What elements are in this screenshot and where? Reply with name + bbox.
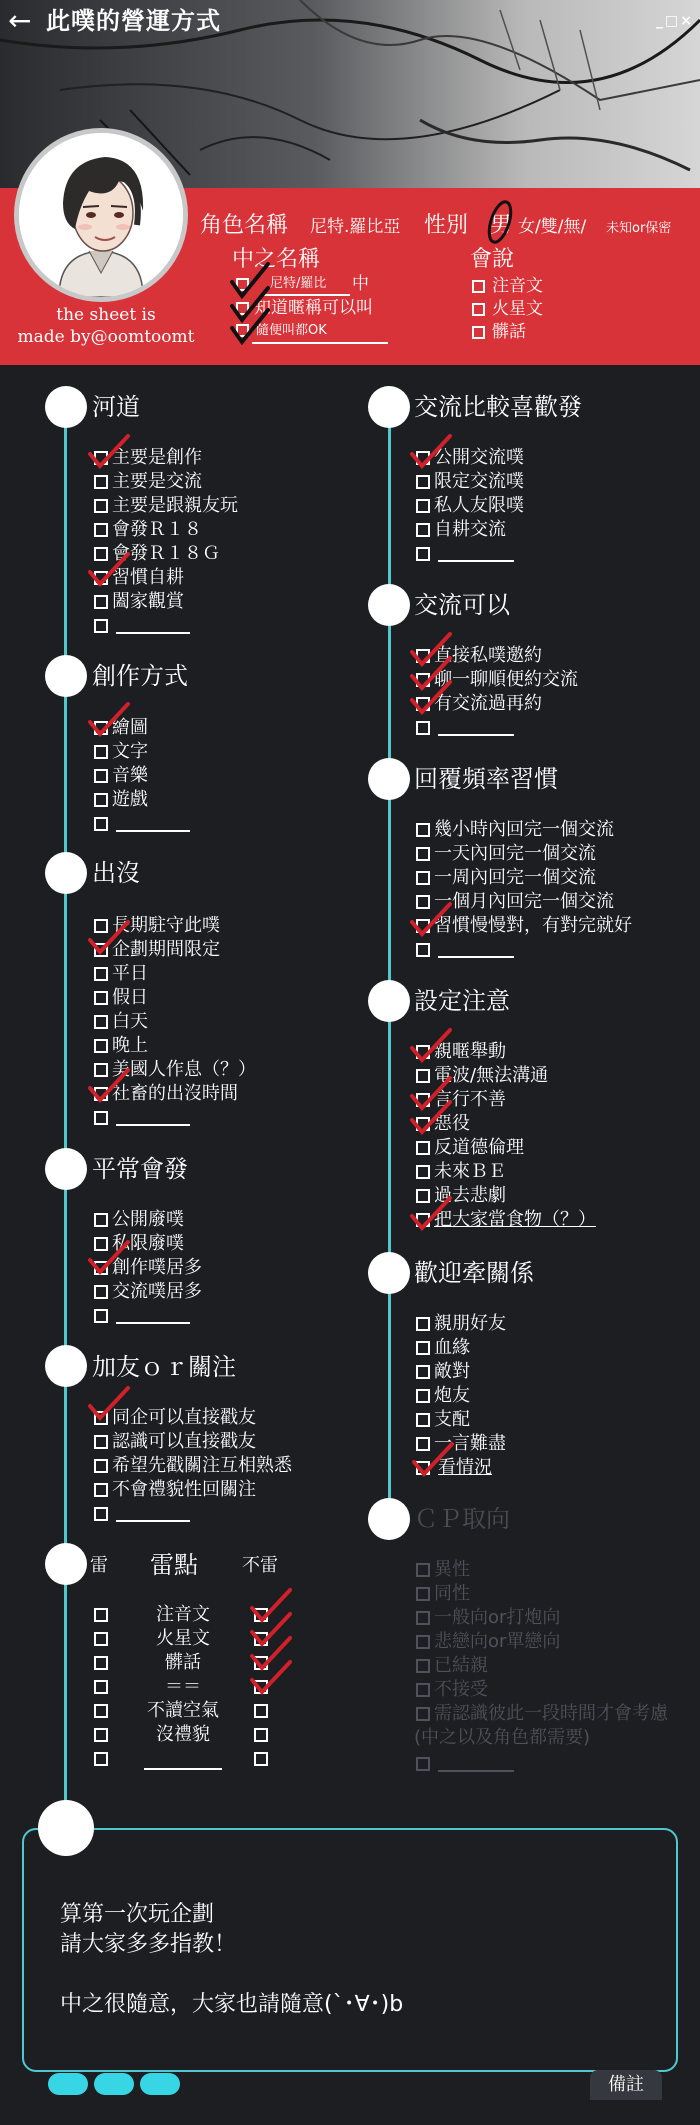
blank-line[interactable] — [116, 1322, 190, 1324]
option-label: 直接私噗邀約 — [434, 645, 542, 666]
red-check-icon — [410, 1440, 456, 1480]
red-check-icon — [408, 432, 454, 472]
option-label: 親暱舉動 — [434, 1041, 506, 1062]
option-label: 公開交流噗 — [434, 447, 524, 468]
checkbox[interactable] — [94, 499, 108, 513]
option-label: 主要是創作 — [112, 447, 202, 468]
option-label: 聊一聊順便約交流 — [434, 669, 578, 690]
gender-male[interactable]: 男 — [490, 213, 513, 238]
option-label: 認識可以直接戳友 — [112, 1431, 256, 1452]
option-label: 有交流過再約 — [434, 693, 542, 714]
checkbox[interactable] — [416, 1165, 430, 1179]
section-dot — [368, 980, 410, 1022]
checkbox[interactable] — [416, 1611, 430, 1625]
top-bar — [0, 0, 700, 44]
thunder-checkbox[interactable] — [94, 1728, 108, 1742]
thunder-checkbox[interactable] — [94, 1656, 108, 1670]
section-dot — [368, 584, 410, 626]
checkbox[interactable] — [94, 1039, 108, 1053]
memo-tab[interactable]: 備註 — [590, 2070, 662, 2100]
option-label: 闔家觀賞 — [112, 591, 184, 612]
memo-dot — [38, 1800, 94, 1856]
red-check-icon — [86, 700, 132, 740]
checkbox[interactable] — [416, 721, 430, 735]
checkbox[interactable] — [94, 523, 108, 537]
blank-line[interactable] — [144, 1768, 222, 1770]
thunder-checkbox[interactable] — [94, 1632, 108, 1646]
option-label: 炮友 — [434, 1385, 470, 1406]
checkbox[interactable] — [94, 1015, 108, 1029]
checkbox[interactable] — [94, 1507, 108, 1521]
option-label: 不會禮貌性回關注 — [112, 1479, 256, 1500]
checkbox[interactable] — [416, 1389, 430, 1403]
checkbox[interactable] — [416, 1659, 430, 1673]
checkbox[interactable] — [416, 1413, 430, 1427]
option-label: 一個月內回完一個交流 — [434, 891, 614, 912]
red-check-icon — [408, 1026, 454, 1066]
red-check-icon — [86, 1066, 132, 1106]
thunder-item: ＝＝ — [165, 1676, 201, 1697]
checkbox[interactable] — [416, 1587, 430, 1601]
tab-pill[interactable] — [140, 2073, 180, 2095]
credit-line-2: made by@oomtoomt — [17, 327, 195, 347]
speak-label: 會說 — [470, 247, 515, 272]
checkbox[interactable] — [94, 475, 108, 489]
section-title-presence: 出沒 — [92, 859, 140, 887]
section-title-exchange-pref: 交流比較喜歡發 — [414, 393, 582, 421]
section-dot — [45, 1148, 87, 1190]
speak-checkbox-2[interactable] — [472, 303, 485, 316]
red-check-icon — [248, 1658, 294, 1698]
option-label: 公開廢噗 — [112, 1209, 184, 1230]
option-label: 繪圖 — [112, 717, 148, 738]
option-label: 希望先戳關注互相熟悉 — [112, 1455, 292, 1476]
section-dot — [45, 1345, 87, 1387]
option-label: 習慣自耕 — [112, 567, 184, 588]
section-dot — [368, 386, 410, 428]
memo-line-1: 算第一次玩企劃 — [60, 1902, 215, 1927]
section-dot — [368, 758, 410, 800]
blank-line[interactable] — [438, 1770, 514, 1772]
option-label: 親朋好友 — [434, 1313, 506, 1334]
option-label: 未來ＢＥ — [434, 1161, 506, 1182]
option-label: 社畜的出沒時間 — [112, 1083, 238, 1104]
checkbox[interactable] — [94, 769, 108, 783]
role-name-label: 角色名稱 — [200, 213, 289, 238]
option-label: 白天 — [112, 1011, 148, 1032]
red-check-icon — [86, 1238, 132, 1278]
checkbox[interactable] — [416, 871, 430, 885]
option-label: 習慣慢慢對，有對完就好 — [434, 915, 632, 936]
not-thunder-checkbox[interactable] — [254, 1704, 268, 1718]
nickname-suffix: 中 — [352, 274, 369, 294]
option-label: 音樂 — [112, 765, 148, 786]
option-note: (中之以及角色都需要) — [414, 1727, 591, 1748]
option-label: 交流噗居多 — [112, 1281, 202, 1302]
left-timeline — [64, 402, 67, 1807]
option-label: 已結親 — [434, 1655, 488, 1676]
checkbox[interactable] — [94, 1459, 108, 1473]
nickname-value[interactable]: 尼特/羅比 — [270, 276, 327, 291]
option-label: 長期駐守此噗 — [112, 915, 220, 936]
option-label: 過去悲劇 — [434, 1185, 506, 1206]
red-check-icon — [408, 900, 454, 940]
checkbox[interactable] — [94, 1309, 108, 1323]
option-label: 私人友限噗 — [434, 495, 524, 516]
checkbox[interactable] — [416, 1365, 430, 1379]
checkbox[interactable] — [416, 1683, 430, 1697]
red-check-icon — [408, 1194, 454, 1234]
role-name-value[interactable]: 尼特.羅比亞 — [310, 217, 401, 237]
option-label: 自耕交流 — [434, 519, 506, 540]
page-title: 此噗的營運方式 — [46, 7, 221, 35]
checkbox[interactable] — [94, 967, 108, 981]
section-title-relations: 歡迎牽關係 — [414, 1259, 534, 1287]
section-title-thunder: 雷點 — [150, 1551, 198, 1579]
option-label: 把大家當食物（？） — [434, 1209, 596, 1230]
checkbox[interactable] — [416, 475, 430, 489]
section-title-notes: 設定注意 — [414, 987, 510, 1015]
tab-pill[interactable] — [94, 2073, 134, 2095]
checkbox[interactable] — [416, 1563, 430, 1577]
speak-checkbox-3[interactable] — [472, 326, 485, 339]
section-title-creation: 創作方式 — [92, 662, 188, 690]
option-label: 企劃期間限定 — [112, 939, 220, 960]
checkbox[interactable] — [416, 1341, 430, 1355]
red-check-icon — [86, 918, 132, 958]
blank-line[interactable] — [438, 734, 514, 736]
blank-line[interactable] — [116, 1520, 190, 1522]
thunder-item: 不讀空氣 — [147, 1700, 219, 1721]
option-label: 遊戲 — [112, 789, 148, 810]
checkbox[interactable] — [416, 1757, 430, 1771]
nickname-option-3: 隨便叫都OK — [256, 323, 327, 338]
section-dot — [368, 1498, 410, 1540]
maximize-icon[interactable]: □ — [665, 13, 679, 29]
thunder-item: 髒話 — [165, 1652, 201, 1673]
option-label: 美國人作息（？） — [112, 1059, 256, 1080]
section-title-follow: 加友ｏｒ關注 — [92, 1353, 236, 1381]
option-label: 主要是交流 — [112, 471, 202, 492]
section-title-reply: 回覆頻率習慣 — [414, 765, 558, 793]
checkbox[interactable] — [94, 595, 108, 609]
thunder-checkbox[interactable] — [94, 1752, 108, 1766]
arrow-left-icon[interactable]: ← — [8, 4, 32, 37]
blank-line[interactable] — [116, 632, 190, 634]
circle-mark-icon — [478, 196, 522, 248]
checkbox[interactable] — [416, 847, 430, 861]
tab-pill[interactable] — [48, 2073, 88, 2095]
checkbox[interactable] — [416, 1317, 430, 1331]
red-check-icon — [228, 308, 274, 348]
checkbox[interactable] — [416, 1141, 430, 1155]
checkbox[interactable] — [416, 823, 430, 837]
gender-unknown[interactable]: 未知or保密 — [606, 221, 672, 236]
gender-others[interactable]: 女/雙/無/ — [518, 217, 587, 237]
not-thunder-checkbox[interactable] — [254, 1728, 268, 1742]
option-label: 私限廢噗 — [112, 1233, 184, 1254]
window-controls — [656, 14, 692, 28]
checkbox[interactable] — [94, 745, 108, 759]
not-thunder-checkbox[interactable] — [254, 1752, 268, 1766]
option-label: 假日 — [112, 987, 148, 1008]
red-check-icon — [86, 432, 132, 472]
speak-option-2: 火星文 — [492, 299, 543, 319]
checkbox[interactable] — [94, 1213, 108, 1227]
section-dot — [45, 1543, 87, 1585]
option-label: 文字 — [112, 741, 148, 762]
memo-line-2: 請大家多多指教！ — [60, 1932, 237, 1957]
speak-checkbox-1[interactable] — [472, 280, 485, 293]
checkbox[interactable] — [94, 793, 108, 807]
minimize-icon[interactable]: _ — [656, 13, 664, 29]
section-title-river: 河道 — [92, 393, 140, 421]
checkbox[interactable] — [94, 1111, 108, 1125]
checkbox[interactable] — [416, 1635, 430, 1649]
option-label: 惡役 — [434, 1113, 470, 1134]
option-label: 同企可以直接戳友 — [112, 1407, 256, 1428]
blank-line[interactable] — [116, 1124, 190, 1126]
red-check-icon — [408, 1098, 454, 1138]
thunder-checkbox[interactable] — [94, 1608, 108, 1622]
option-label: 需認識彼此一段時間才會考慮 — [434, 1703, 668, 1724]
blank-line[interactable] — [438, 956, 514, 958]
section-title-exchange-ok: 交流可以 — [414, 591, 510, 619]
checkbox[interactable] — [94, 1435, 108, 1449]
option-label: 一周內回完一個交流 — [434, 867, 596, 888]
blank-line[interactable] — [438, 560, 514, 562]
option-label: 主要是跟親友玩 — [112, 495, 238, 516]
option-label: 不接受 — [434, 1679, 488, 1700]
option-label: 會發Ｒ１８ — [112, 519, 202, 540]
nickname-label: 中之名稱 — [232, 247, 321, 272]
checkbox[interactable] — [94, 1285, 108, 1299]
thunder-column-head: 雷 — [90, 1555, 108, 1576]
thunder-item: 沒禮貌 — [156, 1724, 210, 1745]
nickname-option-2: 知道暱稱可以叫 — [254, 298, 373, 318]
thunder-checkbox[interactable] — [94, 1680, 108, 1694]
red-check-icon — [408, 678, 454, 718]
thunder-item: 火星文 — [156, 1628, 210, 1649]
section-title-cp: ＣＰ取向 — [414, 1505, 510, 1533]
option-label: 一天內回完一個交流 — [434, 843, 596, 864]
speak-option-3: 髒話 — [492, 322, 526, 342]
section-dot — [45, 655, 87, 697]
checkbox[interactable] — [416, 523, 430, 537]
thunder-checkbox[interactable] — [94, 1704, 108, 1718]
checkbox[interactable] — [416, 499, 430, 513]
option-label: 平日 — [112, 963, 148, 984]
speak-option-1: 注音文 — [492, 276, 543, 296]
credit-line-1: the sheet is — [56, 305, 156, 325]
red-check-icon — [86, 550, 132, 590]
checkbox[interactable] — [94, 619, 108, 633]
option-label: 言行不善 — [434, 1089, 506, 1110]
section-dot — [45, 386, 87, 428]
option-label: 會發Ｒ１８Ｇ — [112, 543, 220, 564]
character-portrait — [19, 133, 183, 297]
checkbox[interactable] — [94, 991, 108, 1005]
checkbox[interactable] — [94, 817, 108, 831]
option-label: 創作噗居多 — [112, 1257, 202, 1278]
section-dot — [368, 1252, 410, 1294]
nickname-underline — [262, 294, 350, 296]
option-label: 血緣 — [434, 1337, 470, 1358]
option-label: 電波/無法溝通 — [434, 1065, 549, 1086]
option-label: 敵對 — [434, 1361, 470, 1382]
gender-label: 性別 — [424, 213, 469, 238]
option-label: 一般向or打炮向 — [434, 1607, 561, 1628]
checkbox[interactable] — [416, 547, 430, 561]
close-icon[interactable]: × — [680, 13, 692, 29]
option-label: 悲戀向or單戀向 — [434, 1631, 561, 1652]
thunder-item: 注音文 — [156, 1604, 210, 1625]
option-label: 幾小時內回完一個交流 — [434, 819, 614, 840]
option-label: 限定交流噗 — [434, 471, 524, 492]
avatar — [14, 128, 188, 302]
section-dot — [45, 852, 87, 894]
option-label: 異性 — [434, 1559, 470, 1580]
option-label: 看情況 — [438, 1457, 492, 1478]
checkbox[interactable] — [416, 1707, 430, 1721]
not-thunder-column-head: 不雷 — [242, 1555, 278, 1576]
red-check-icon — [86, 1384, 132, 1424]
right-timeline — [388, 402, 391, 1522]
option-label: 晚上 — [112, 1035, 148, 1056]
checkbox[interactable] — [94, 1483, 108, 1497]
blank-line[interactable] — [116, 830, 190, 832]
checkbox[interactable] — [416, 943, 430, 957]
option-label: 同性 — [434, 1583, 470, 1604]
memo-line-3: 中之很隨意，大家也請隨意(`･∀･)b — [60, 1992, 404, 2017]
section-title-usual: 平常會發 — [92, 1155, 188, 1183]
option-label: 一言難盡 — [434, 1433, 506, 1454]
option-label: 反道德倫理 — [434, 1137, 524, 1158]
option-label: 支配 — [434, 1409, 470, 1430]
